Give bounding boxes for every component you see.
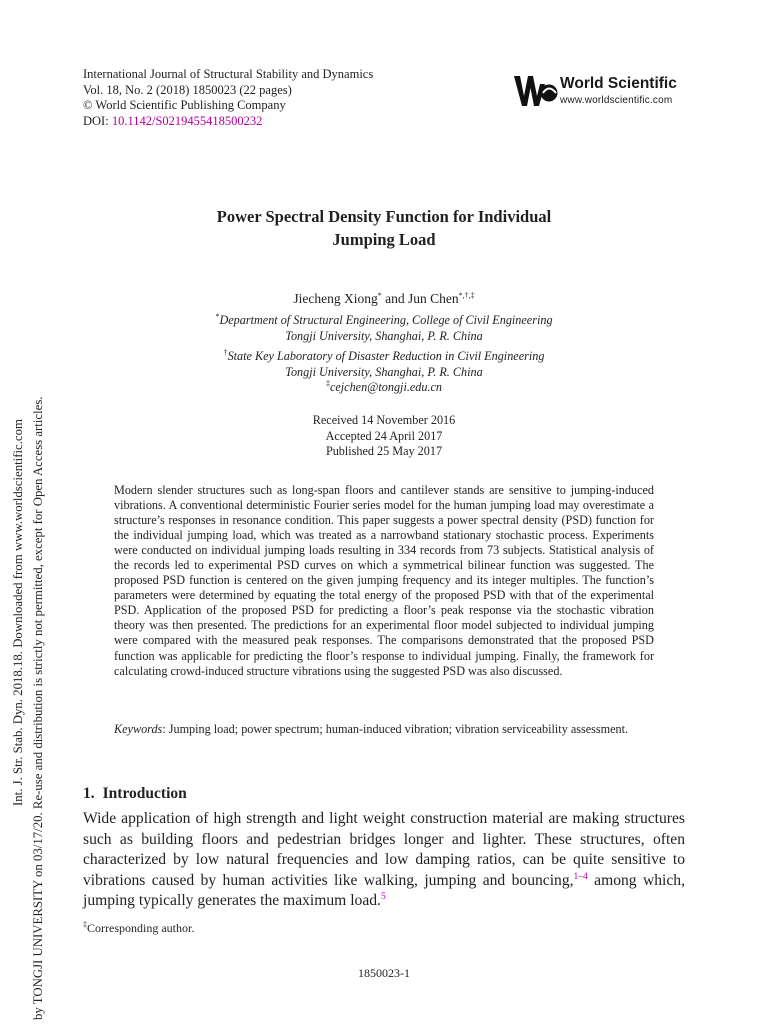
publisher-url[interactable]: www.worldscientific.com: [560, 95, 673, 106]
authors-conjunction: and: [385, 291, 405, 306]
citation-link[interactable]: 5: [380, 892, 386, 903]
title-line-1: Power Spectral Density Function for Individual: [216, 207, 552, 226]
email-mark: ‡: [325, 379, 330, 388]
section-number: 1.: [83, 785, 95, 802]
journal-header: [83, 67, 483, 129]
author-name: Jun Chen: [407, 291, 459, 306]
affiliation-line: Tongji University, Shanghai, P. R. China: [285, 328, 483, 343]
doi-link[interactable]: 10.1142/S0219455418500232: [111, 113, 263, 128]
affiliation-1: [100, 313, 668, 344]
abstract-text: Modern slender structures such as long-span floors and cantilever stands are sensitive to jumping-induced vibrations. A conventional deterministic Fourier series model for the human jumping load may overestimate a structure’s responses in resonance condition. This paper suggests a power spectral density (PSD) function for the individual jumping load, which was treated as a narrowband stationary stochastic process. Experiments were conducted on individual jumping loads resulting in 334 records from 73 subjects. Statistical analysis of the records led to experimental PSD curves on which a symmetrical bilinear function was suggested. The proposed PSD function is centered on the given jumping frequency and its integer multiples. The function’s parameters were determined by equating the total energy of the proposed PSD with that of the experimental PSD. Application of the proposed PSD for predicting a floor’s peak response via the stochastic vibration theory was then presented. The predictions for an experimental floor model subjected to individual jumping were compared with the measured peak responses. The comparisons demonstrated that the proposed PSD function was applicable for predicting the floor’s response to individual jumping. Finally, the framework for calculating crowd-induced structure vibrations using the suggested PSD was also discussed.: [114, 483, 654, 678]
journal-name: International Journal of Structural Stability and Dynamics: [83, 67, 374, 81]
author-list: [100, 291, 668, 307]
section-title: Introduction: [102, 785, 187, 802]
paper-title: [100, 206, 668, 251]
side-note-line-1: Int. J. Str. Stab. Dyn. 2018.18. Downloaded from www.worldscientific.com: [11, 419, 25, 806]
footnote: [83, 921, 194, 936]
keywords: [114, 722, 654, 737]
journal-copyright: © World Scientific Publishing Company: [83, 98, 286, 112]
author-email[interactable]: cejchen@tongji.edu.cn: [329, 380, 443, 394]
accepted-date: Accepted 24 April 2017: [325, 428, 443, 443]
title-line-2: Jumping Load: [332, 229, 436, 249]
affiliation-line: State Key Laboratory of Disaster Reduction in Civil Engineering: [227, 349, 545, 363]
publication-dates: [100, 413, 668, 460]
journal-volume: Vol. 18, No. 2 (2018) 1850023 (22 pages): [83, 82, 292, 97]
affiliation-line: Tongji University, Shanghai, P. R. China: [285, 364, 483, 379]
footnote-mark: ‡: [83, 920, 87, 929]
world-scientific-logo-icon: [512, 72, 558, 110]
affiliation-line: Department of Structural Engineering, College of Civil Engineering: [219, 313, 553, 327]
intro-paragraph: [83, 809, 685, 912]
keywords-list: : Jumping load; power spectrum; human-induced vibration; vibration serviceability assessment.: [162, 722, 629, 736]
publisher-name: World Scientific: [560, 75, 677, 92]
affiliation-2: [100, 349, 668, 396]
author-mark: *,†,‡: [458, 291, 475, 300]
intro-text: among which, jumping typically generates the maximum load.: [83, 871, 685, 910]
author-mark: *: [377, 291, 382, 300]
affiliation-mark: †: [223, 348, 228, 357]
section-heading: [83, 785, 187, 803]
author-name: Jiecheng Xiong: [293, 291, 378, 306]
affiliation-mark: *: [215, 312, 220, 321]
page-number: 1850023-1: [358, 966, 410, 980]
doi-label: DOI:: [83, 113, 109, 128]
publisher-logo: [512, 72, 702, 112]
download-side-note: [8, 20, 52, 1020]
published-date: Published 25 May 2017: [325, 444, 443, 458]
side-note-line-2: by TONGJI UNIVERSITY on 03/17/20. Re-use and distribution is strictly not permitted, except for Open Access articles.: [31, 396, 45, 1020]
keywords-label: Keywords: [114, 722, 163, 736]
received-date: Received 14 November 2016: [312, 413, 456, 427]
citation-link[interactable]: 1–4: [573, 871, 588, 882]
footnote-text: Corresponding author.: [87, 921, 195, 935]
journal-doi: [83, 114, 483, 130]
intro-text: Wide application of high strength and light weight construction material are making structures such as building floors and pedestrian bridges longer and lighter. These structures, often characterized by low natural frequencies and low damping ratios, can be quite sensitive to vibrations caused by human activities like walking, jumping and bouncing,: [83, 810, 685, 889]
